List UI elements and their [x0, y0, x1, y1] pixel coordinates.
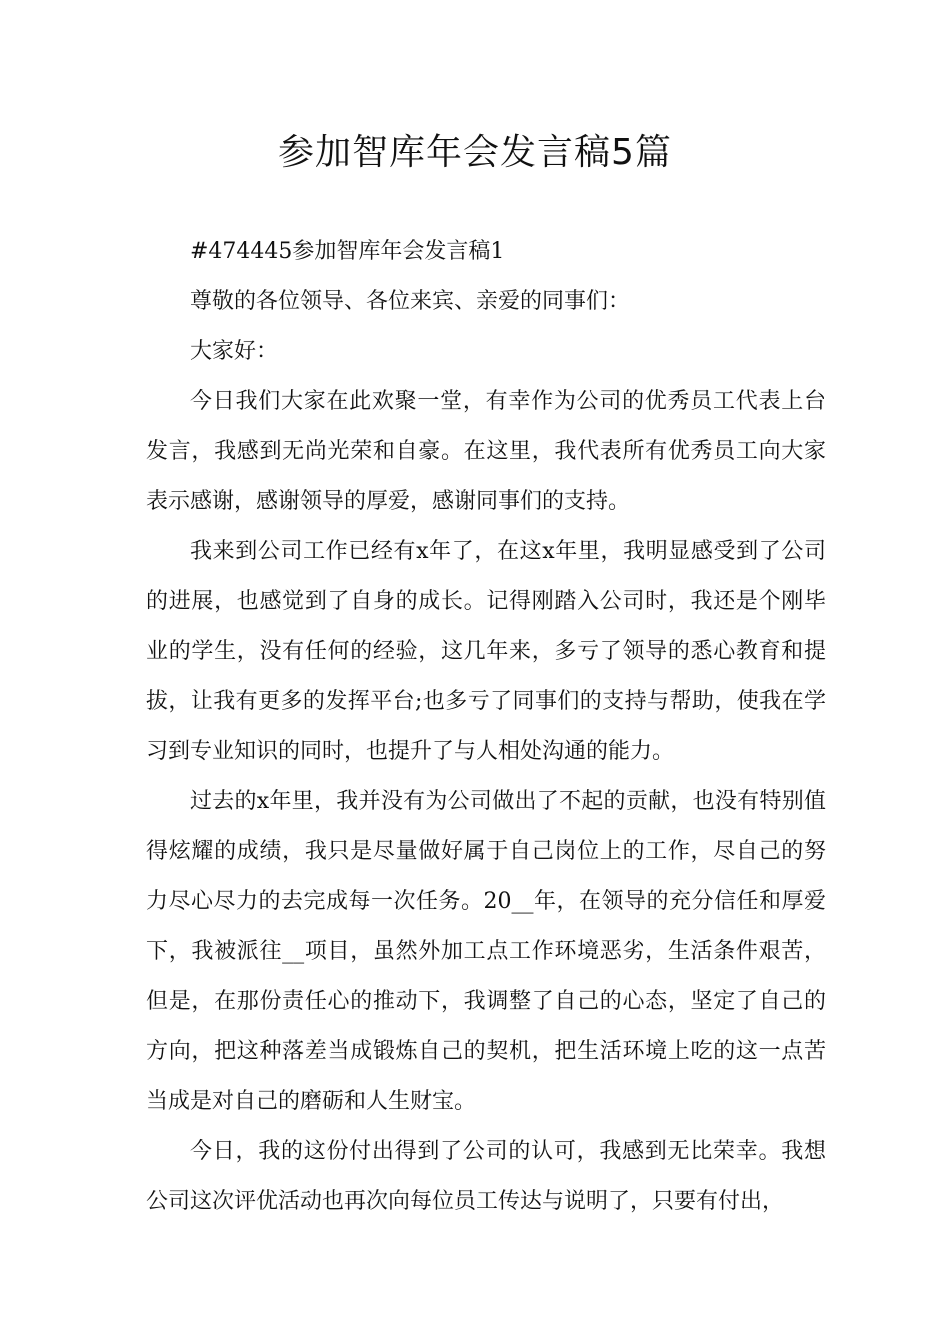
document-body [146, 227, 826, 1227]
document-title: 参加智库年会发言稿5篇 [278, 132, 672, 173]
paragraph: 过去的x年里，我并没有为公司做出了不起的贡献，也没有特别值得炫耀的成绩，我只是尽量做好属于自己岗位上的工作，尽自己的努力尽心尽力的去完成每一次任务。20__年，在领导的充分信任和厚爱下，我被派往__项目，虽然外加工点工作环境恶劣，生活条件艰苦，但是，在那份责任心的推动下，我调整了自己的心态，坚定了自己的方向，把这种落差当成锻炼自己的契机，把生活环境上吃的这一点苦当成是对自己的磨砺和人生财宝。 [146, 789, 826, 1114]
paragraph-salutation: 尊敬的各位领导、各位来宾、亲爱的同事们： [190, 289, 631, 314]
paragraph: 今日，我的这份付出得到了公司的认可，我感到无比荣幸。我想公司这次评优活动也再次向每位员工传达与说明了，只要有付出， [146, 1139, 826, 1214]
paragraph: 今日我们大家在此欢聚一堂，有幸作为公司的优秀员工代表上台发言，我感到无尚光荣和自豪。在这里，我代表所有优秀员工向大家表示感谢，感谢领导的厚爱，感谢同事们的支持。 [146, 389, 826, 514]
paragraph-heading: #474445参加智库年会发言稿1 [190, 239, 505, 264]
paragraph: 我来到公司工作已经有x年了，在这x年里，我明显感受到了公司的进展，也感觉到了自身的成长。记得刚踏入公司时，我还是个刚毕业的学生，没有任何的经验，这几年来，多亏了领导的悉心教育和提拔，让我有更多的发挥平台;也多亏了同事们的支持与帮助，使我在学习到专业知识的同时，也提升了与人相处沟通的能力。 [146, 539, 826, 764]
paragraph-greeting: 大家好： [190, 339, 279, 364]
